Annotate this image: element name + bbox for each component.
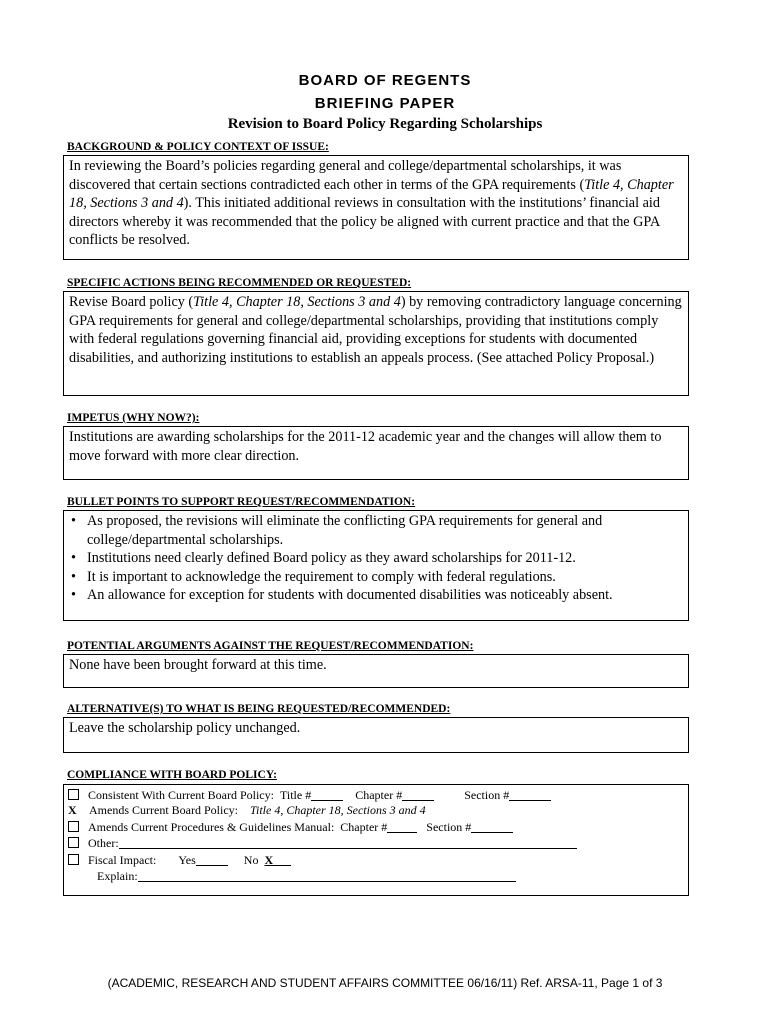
other-input[interactable]	[119, 837, 577, 849]
document-heading: BOARD OF REGENTS	[298, 72, 472, 89]
checkbox-icon[interactable]	[68, 789, 79, 800]
impetus-label: IMPETUS (WHY NOW?):	[67, 412, 200, 424]
bullet-item: • It is important to acknowledge the requirement to comply with federal regulations.	[71, 568, 556, 585]
compliance-box	[63, 784, 689, 896]
compliance-row-consistent: Consistent With Current Board Policy: Title # Chapter # Section #	[68, 788, 551, 803]
alternatives-text: Leave the scholarship policy unchanged.	[69, 720, 301, 736]
bullet-icon: •	[71, 550, 76, 566]
arguments-label: POTENTIAL ARGUMENTS AGAINST THE REQUEST/RECOMMENDATION:	[67, 640, 474, 652]
alternatives-label: ALTERNATIVE(S) TO WHAT IS BEING REQUESTED/RECOMMENDED:	[67, 703, 451, 715]
actions-label: SPECIFIC ACTIONS BEING RECOMMENDED OR REQUESTED:	[67, 277, 412, 289]
bullet-item: • Institutions need clearly defined Board policy as they award scholarships for 2011-12.	[71, 550, 576, 566]
background-box	[63, 155, 689, 260]
compliance-row-other: Other:	[68, 836, 577, 851]
compliance-row-amends-policy: X Amends Current Board Policy: Title 4, Chapter 18, Sections 3 and 4	[68, 803, 426, 817]
bullets-box	[63, 510, 689, 621]
document-subheading: BRIEFING PAPER	[314, 95, 456, 112]
compliance-row-fiscal: Fiscal Impact: Yes No X	[68, 853, 291, 868]
document-subject: Revision to Board Policy Regarding Scholarships	[227, 116, 543, 132]
arguments-text: None have been brought forward at this time.	[69, 657, 327, 673]
background-label: BACKGROUND & POLICY CONTEXT OF ISSUE:	[67, 141, 329, 153]
bullet-icon: •	[71, 513, 76, 529]
compliance-row-amends-manual: Amends Current Procedures & Guidelines Manual: Chapter # Section #	[68, 820, 513, 835]
background-text: In reviewing the Board’s policies regarding general and college/departmental scholarships, it was discovered that certain sections contradicted each other in terms of the GPA requirements (Title 4, Chapter 18, Sections 3 and 4). This initiated additional reviews in consultation with the institutions’ financial aid directors whereby it was recommended that the policy be aligned with current practice and that the GPA conflicts be resolved.	[69, 158, 674, 248]
bullet-icon: •	[71, 587, 76, 603]
bullet-item: • An allowance for exception for students with documented disabilities was noticeably absent.	[71, 587, 613, 603]
checked-mark[interactable]: X	[68, 803, 77, 817]
checkbox-icon[interactable]	[68, 821, 79, 832]
arguments-box	[63, 654, 689, 688]
checkbox-icon[interactable]	[68, 854, 79, 865]
actions-box	[63, 291, 689, 396]
bullet-item: • As proposed, the revisions will eliminate the conflicting GPA requirements for general and college/departmental scholarships.	[71, 513, 603, 548]
explain-input[interactable]	[138, 870, 516, 882]
bullet-icon: •	[71, 568, 76, 585]
compliance-row-explain: Explain:	[97, 869, 516, 884]
bullets-label: BULLET POINTS TO SUPPORT REQUEST/RECOMMENDATION:	[67, 496, 416, 508]
checkbox-icon[interactable]	[68, 837, 79, 848]
impetus-text: Institutions are awarding scholarships for the 2011-12 academic year and the changes will allow them to move forward with more clear direction.	[69, 429, 662, 464]
actions-text: Revise Board policy (Title 4, Chapter 18, Sections 3 and 4) by removing contradictory language concerning GPA requirements for general and college/departmental scholarships, providing that institutions comply with federal regulations governing financial aid, providing exceptions for students with documented disabilities, and authorizing institutions to establish an appeals process. (See attached Policy Proposal.)	[69, 294, 682, 366]
page-footer: (ACADEMIC, RESEARCH AND STUDENT AFFAIRS COMMITTEE 06/16/11) Ref. ARSA-11, Page 1 of 3	[107, 976, 663, 990]
compliance-label: COMPLIANCE WITH BOARD POLICY:	[67, 769, 277, 781]
impetus-box	[63, 426, 689, 480]
fiscal-no-mark: X	[264, 853, 274, 867]
alternatives-box	[63, 717, 689, 753]
